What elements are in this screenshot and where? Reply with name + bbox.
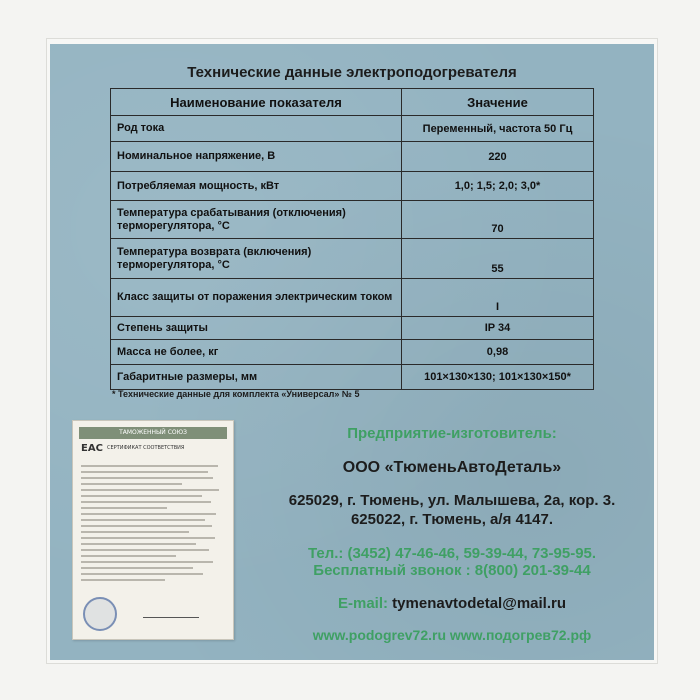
table-row	[111, 279, 594, 317]
table-row	[111, 317, 594, 340]
websites: www.podogrev72.ru www.подогрев72.рф	[312, 627, 592, 643]
seal-icon	[83, 597, 117, 631]
freecall-number: Бесплатный звонок : 8(800) 201-39-44	[313, 562, 591, 579]
email-line	[250, 595, 654, 612]
row-value: 1,0; 1,5; 2,0; 3,0*	[402, 172, 594, 201]
email-label: E-mail:	[337, 595, 388, 612]
table-header-row	[111, 89, 594, 116]
table-row	[111, 201, 594, 239]
row-value: 55	[402, 239, 594, 279]
row-name: Класс защиты от поражения электрическим током	[111, 279, 402, 317]
signature-line	[143, 605, 199, 618]
row-value: 101×130×130; 101×130×150*	[402, 365, 594, 390]
table-row	[111, 239, 594, 279]
table-row	[111, 142, 594, 172]
address-line-2: 625022, г. Тюмень, а/я 4147.	[350, 511, 554, 528]
spec-table	[110, 88, 594, 390]
table-row	[111, 172, 594, 201]
email-address: tymenavtodetal@mail.ru	[392, 595, 567, 612]
row-value: IP 34	[402, 317, 594, 340]
row-name: Номинальное напряжение, В	[111, 142, 402, 172]
row-name: Температура возврата (включения) терморегулятора, °С	[111, 239, 402, 279]
manufacturer-label: Предприятие-изготовитель:	[347, 425, 557, 442]
address-line-1: 625029, г. Тюмень, ул. Малышева, 2а, кор. 3.	[288, 492, 616, 509]
eac-mark: EAC	[81, 443, 103, 454]
row-name: Температура срабатывания (отключения) терморегулятора, °С	[111, 201, 402, 239]
table-row	[111, 340, 594, 365]
row-name: Потребляемая мощность, кВт	[111, 172, 402, 201]
table-row	[111, 116, 594, 142]
certificate-title: СЕРТИФИКАТ СООТВЕТСТВИЯ	[107, 445, 185, 451]
row-value: Переменный, частота 50 Гц	[402, 116, 594, 142]
column-header-value: Значение	[402, 89, 594, 116]
table-row	[111, 365, 594, 390]
column-header-name: Наименование показателя	[111, 89, 402, 116]
row-name: Род тока	[111, 116, 402, 142]
row-name: Габаритные размеры, мм	[111, 365, 402, 390]
footnote: * Технические данные для комплекта «Универсал» № 5	[112, 389, 360, 399]
row-value: 220	[402, 142, 594, 172]
row-name: Масса не более, кг	[111, 340, 402, 365]
row-value: 0,98	[402, 340, 594, 365]
document-title: Технические данные электроподогревателя	[187, 64, 517, 81]
company-name: ООО «ТюменьАвтоДеталь»	[342, 459, 562, 476]
row-name: Степень защиты	[111, 317, 402, 340]
row-value: I	[402, 279, 594, 317]
row-value: 70	[402, 201, 594, 239]
certificate-text-lines	[81, 465, 225, 585]
phone-numbers: Тел.: (3452) 47-46-46, 59-39-44, 73-95-95.	[307, 545, 597, 562]
certificate-header: ТАМОЖЕННЫЙ СОЮЗ	[79, 427, 227, 439]
certificate-image	[72, 420, 234, 640]
